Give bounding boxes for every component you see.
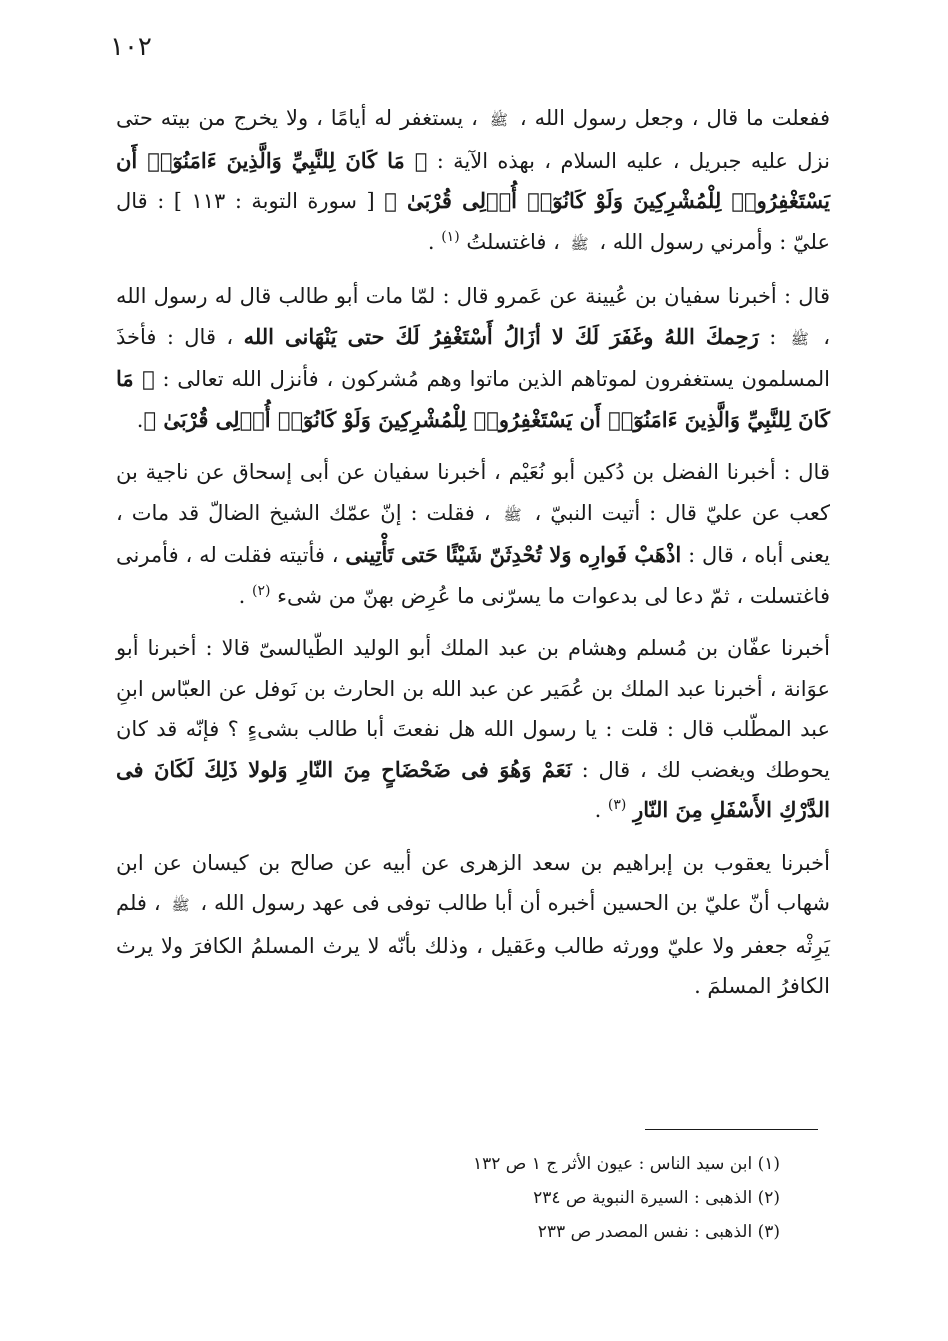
quran-quote: ﴿ مَا كَانَ لِلنَّبِيِّ وَالَّذِينَ ءَامَنُوٓا۟ أَن يَسْتَغْفِرُوا۟ لِلْمُشْرِكِينَ وَلَوْ كَانُوٓا۟ أُو۟لِى قُرْبَىٰ ﴾: [116, 366, 830, 432]
paragraph-text: :: [758, 324, 787, 349]
paragraph: [116, 98, 830, 264]
paragraph: [116, 843, 830, 1007]
paragraph-text: ، فلم يَرِثْه جعفر ولا عليّ وورثه طالب وعَقيل ، وذلك بأنّه لا يرث المسلمُ الكافرَ ولا يرث الكافرُ المسلمَ .: [116, 891, 830, 998]
paragraph-text: .: [238, 583, 253, 608]
quran-quote: اذْهَبْ فَوارِه وَلا تُحْدِثَنّ شَيْئًا حَتى تَأْتِينى: [345, 542, 682, 567]
salawat-glyph: ﷺ: [171, 896, 190, 914]
salawat-glyph: ﷺ: [570, 234, 589, 253]
paragraph-text: ، قال : فأخذَ المسلمون يستغفرون لموتاهم الذين ماتوا وهم مُشركون ، فأنزل الله تعالى :: [116, 324, 830, 391]
paragraph-text: قال : أخبرنا الفضل بن دُكين أبو نُعَيْم ، أخبرنا سفيان عن أبى إسحاق عن ناجية بن كعب عن عليّ قال : أتيت النبيّ ،: [116, 460, 831, 525]
paragraph-text: أخبرنا عفّان بن مُسلم وهشام بن عبد الملك أبو الوليد الطّيالسىّ قالا : أخبرنا أبو عوَانة ، أخبرنا عبد الملك بن عُمَير عن عبد الله بن الحارث بن نَوفل عن العبّاس ابنِ عبد المطّلب قال : قلت : يا رسول الله هل نفعتَ أبا طالب بشىءٍ ؟ فإنّه قد كان يحوطك ويغضب لك ، قال :: [116, 636, 830, 782]
salawat-glyph: ﷺ: [503, 505, 522, 524]
page-number: ١٠٢: [110, 32, 152, 62]
footnote-item: (٣) الذهبى : نفس المصدر ص ٢٣٣: [537, 1222, 780, 1242]
paragraph-text: ، فقلت : إنّ عمّك الشيخ الضالّ قد مات ، يعنى أباه ، قال :: [116, 500, 830, 567]
footnote-ref: (١): [441, 228, 460, 245]
paragraph-text: .: [427, 229, 442, 254]
paragraph-text: ، فاغتسلتُ: [459, 229, 567, 254]
footnote-item: (٢) الذهبى : السيرة النبوية ص ٢٣٤: [533, 1188, 780, 1208]
paragraph-text: ففعلت ما قال ، وجعل رسول الله ،: [511, 106, 830, 130]
footnote-ref: (٣): [607, 797, 627, 813]
footnotes: [360, 1147, 780, 1249]
paragraph-text: أخبرنا يعقوب بن إبراهيم بن سعد الزهرى عن أبيه عن صالح بن كيسان عن ابن شهاب أنّ عليّ بن الحسين أخبره أن أبا طالب توفى فى عهد رسول الله ،: [116, 850, 830, 915]
footnote-ref: (٢): [252, 582, 271, 599]
paragraph-text: ، فأتيته فقلت له ، فأمرنى فاغتسلت ، ثمّ دعا لى بدعوات ما يسرّنى ما عُرِض بهنّ من شىء: [116, 543, 830, 608]
paragraph: [116, 628, 830, 831]
paragraph: [116, 276, 830, 440]
paragraph-text: ، يستغفر له أيامًا ، ولا يخرج من بيته حتى نزل عليه جبريل ، عليه السلام ، بهذه الآية :: [116, 106, 830, 173]
main-text: [116, 98, 830, 1019]
footnote-item: (١) ابن سيد الناس : عيون الأثر ج ١ ص ١٣٢: [473, 1154, 780, 1174]
quran-quote: رَحِمكَ اللهُ وغَفَرَ لَكَ لا أزَالُ أَسْتَغْفِرُ لَكَ حتى يَنْهَانى الله: [243, 323, 759, 349]
quran-quote: نَعَمْ وَهُوَ فى ضَحْضَاحٍ مِنَ النّارِ وَلولا ذَلِكَ لَكَانَ فى الدَّرْكِ الأَسْفَلِ مِنَ النّارِ: [116, 756, 830, 822]
paragraph-text: .: [594, 798, 608, 822]
salawat-glyph: ﷺ: [790, 329, 809, 348]
footnote-divider: [645, 1129, 818, 1130]
paragraph-text: [ سورة التوبة : ١١٣ ] : قال عليّ : وأمرني رسول الله ،: [116, 189, 830, 254]
salawat-glyph: ﷺ: [489, 111, 508, 129]
paragraph-text: قال : أخبرنا سفيان بن عُيينة عن عَمرو قال : لمّا مات أبو طالب قال له رسول الله ،: [116, 284, 830, 349]
quran-quote: ﴿ مَا كَانَ لِلنَّبِيِّ وَالَّذِينَ ءَامَنُوٓا۟ أَن يَسْتَغْفِرُوا۟ لِلْمُشْرِكِينَ وَلَوْ كَانُوٓا۟ أُو۟لِى قُرْبَىٰ ﴾: [116, 147, 830, 213]
paragraph-text: .: [136, 407, 144, 432]
paragraph: [116, 452, 830, 616]
